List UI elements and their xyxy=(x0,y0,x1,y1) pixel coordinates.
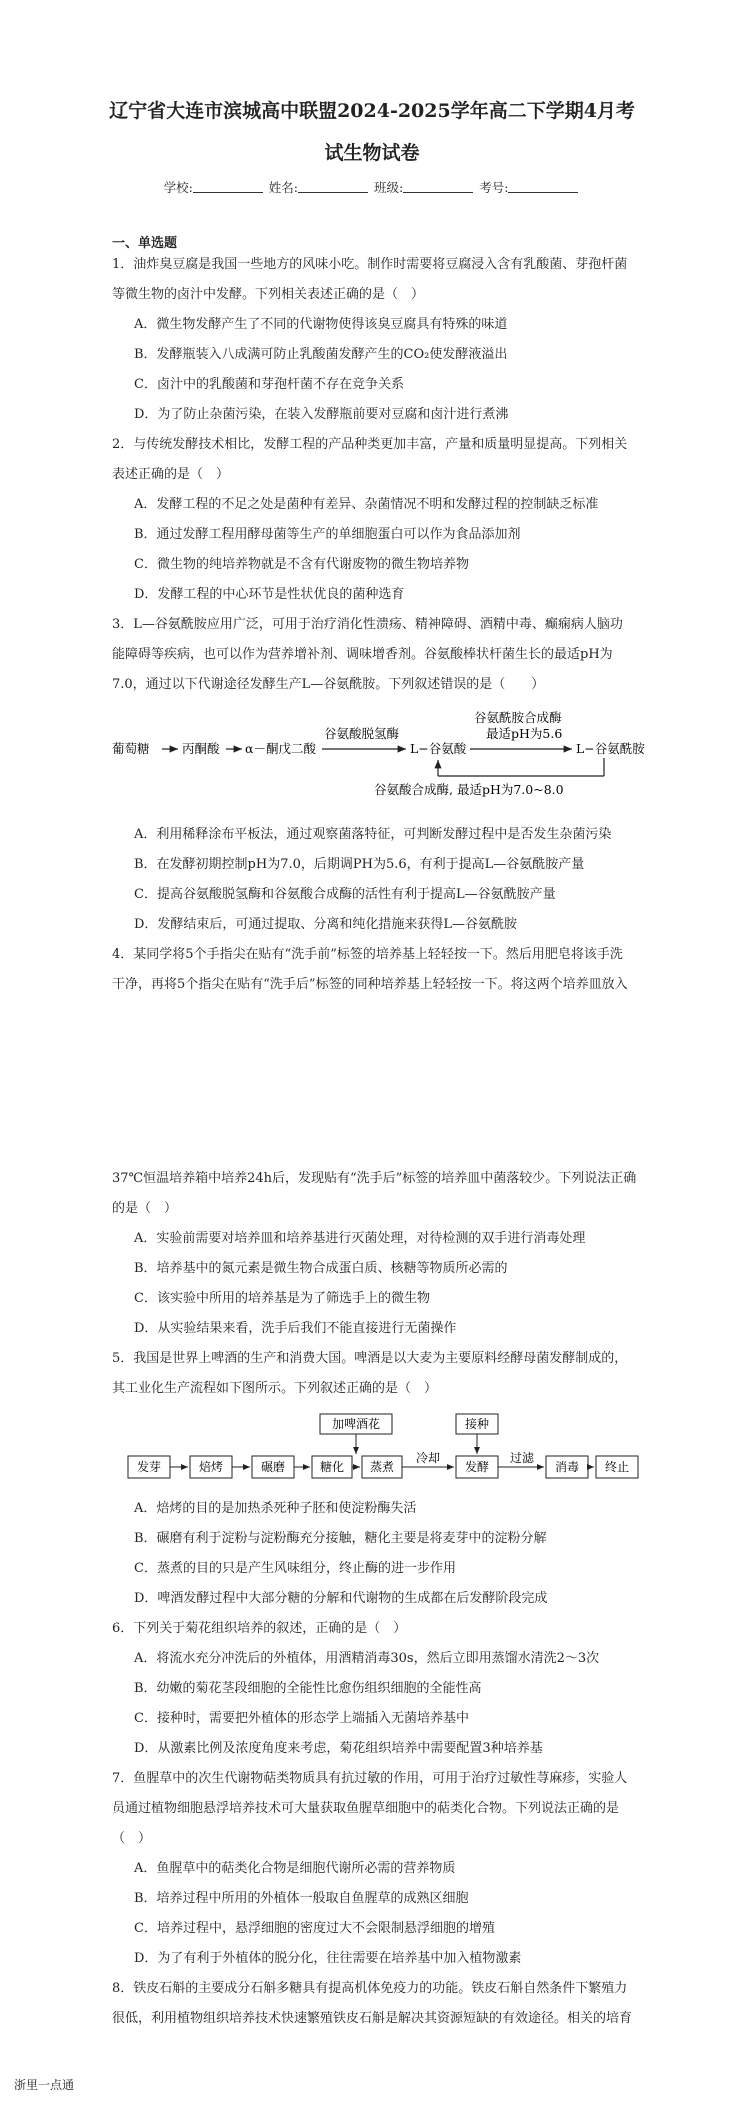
pathway-optimal-ph-5-6: 最适pH为5.6 xyxy=(486,726,563,741)
pathway-pyruvate: 丙酮酸 xyxy=(182,741,220,756)
question-4-line-3: 37℃恒温培养箱中培养24h后，发现贴有“洗手后”标签的培养皿中菌落较少。下列说法正确 xyxy=(112,1171,637,1186)
class-blank xyxy=(403,180,473,193)
question-5-option-c: C．蒸煮的目的只是产生风味组分，终止酶的进一步作用 xyxy=(134,1561,456,1576)
school-blank xyxy=(193,180,263,193)
flow-step-terminate-label: 终止 xyxy=(604,1460,630,1474)
question-4-line-2: 干净，再将5个指尖在贴有“洗手后”标签的同种培养基上轻轻按一下。将这两个培养皿放入 xyxy=(112,977,628,992)
question-8-line-1: 8．铁皮石斛的主要成分石斛多糖具有提高机体免疫力的功能。铁皮石斛自然条件下繁殖力 xyxy=(112,1981,628,1996)
question-4-option-d: D．从实验结果来看，洗手后我们不能直接进行无菌操作 xyxy=(134,1321,457,1336)
flow-hops-label: 加啤酒花 xyxy=(331,1417,381,1431)
flow-cool-label: 冷却 xyxy=(415,1451,441,1465)
question-7-option-d: D．为了有利于外植体的脱分化，往往需要在培养基中加入植物激素 xyxy=(134,1951,522,1966)
question-1-option-b: B．发酵瓶装入八成满可防止乳酸菌发酵产生的CO₂使发酵液溢出 xyxy=(134,347,508,362)
pathway-glucose: 葡萄糖 xyxy=(112,741,150,756)
exam-number-blank xyxy=(508,180,578,193)
flow-step-ferment-label: 发酵 xyxy=(464,1460,490,1474)
question-7-option-a: A．鱼腥草中的萜类化合物是细胞代谢所必需的营养物质 xyxy=(134,1861,456,1876)
question-1-line-1: 1．油炸臭豆腐是我国一些地方的风味小吃。制作时需要将豆腐浸入含有乳酸菌、芽孢杆菌 xyxy=(112,257,628,272)
question-2-line-2: 表述正确的是（ ） xyxy=(112,467,230,482)
question-1-option-d: D．为了防止杂菌污染，在装入发酵瓶前要对豆腐和卤汁进行煮沸 xyxy=(134,407,509,422)
question-1-option-a: A．微生物发酵产生了不同的代谢物使得该臭豆腐具有特殊的味道 xyxy=(134,317,508,332)
question-4-line-1: 4．某同学将5个手指尖在贴有“洗手前”标签的培养基上轻轻按一下。然后用肥皂将该手洗 xyxy=(112,947,623,962)
question-6-option-b: B．幼嫩的菊花茎段细胞的全能性比愈伤组织细胞的全能性高 xyxy=(134,1681,482,1696)
footer-watermark: 浙里一点通 xyxy=(14,2078,75,2092)
name-label: 姓名: xyxy=(268,180,298,195)
question-2-line-1: 2．与传统发酵技术相比，发酵工程的产品种类更加丰富，产量和质量明显提高。下列相关 xyxy=(112,437,628,452)
document-title-line-1: 辽宁省大连市滨城高中联盟2024-2025学年高二下学期4月考 xyxy=(109,100,635,122)
question-5-line-1: 5．我国是世界上啤酒的生产和消费大国。啤酒是以大麦为主要原料经酵母菌发酵制成的， xyxy=(112,1351,628,1366)
flow-step-roast-label: 焙烤 xyxy=(198,1460,224,1474)
question-1-line-2: 等微生物的卤汁中发酵。下列相关表述正确的是（ ） xyxy=(112,287,425,302)
flow-step-grind-label: 碾磨 xyxy=(260,1460,286,1474)
question-7-line-1: 7．鱼腥草中的次生代谢物萜类物质具有抗过敏的作用，可用于治疗过敏性荨麻疹，实验人 xyxy=(112,1771,628,1786)
question-3-line-3: 7.0，通过以下代谢途径发酵生产L—谷氨酰胺。下列叙述错误的是（ ） xyxy=(112,677,545,692)
document-title-line-2: 试生物试卷 xyxy=(324,142,420,164)
exam-number-label: 考号: xyxy=(479,180,509,195)
pathway-enzyme-glutamate-dehydrogenase: 谷氨酸脱氢酶 xyxy=(324,726,400,741)
name-blank xyxy=(298,180,368,193)
question-2-option-d: D．发酵工程的中心环节是性状优良的菌种选育 xyxy=(134,587,405,602)
student-info-row xyxy=(0,178,744,196)
flow-step-disinfect-label: 消毒 xyxy=(554,1460,580,1474)
section-title: 一、单选题 xyxy=(112,236,178,251)
beer-production-flowchart xyxy=(120,1412,640,1482)
question-4-option-b: B．培养基中的氮元素是微生物合成蛋白质、核糖等物质所必需的 xyxy=(134,1261,508,1276)
question-7-line-3: （ ） xyxy=(112,1831,152,1846)
question-4-option-c: C．该实验中所用的培养基是为了筛选手上的微生物 xyxy=(134,1291,430,1306)
question-5-option-d: D．啤酒发酵过程中大部分糖的分解和代谢物的生成都在后发酵阶段完成 xyxy=(134,1591,548,1606)
question-7-option-c: C．培养过程中，悬浮细胞的密度过大不会限制悬浮细胞的增殖 xyxy=(134,1921,495,1936)
pathway-enzyme-glutamate-synthase: 谷氨酸合成酶, 最适pH为7.0~8.0 xyxy=(374,782,564,797)
question-3-option-a: A．利用稀释涂布平板法，通过观察菌落特征，可判断发酵过程中是否发生杂菌污染 xyxy=(134,827,612,842)
question-4-option-a: A．实验前需要对培养皿和培养基进行灭菌处理，对待检测的双手进行消毒处理 xyxy=(134,1231,586,1246)
pathway-l-glutamate: L−谷氨酸 xyxy=(410,741,467,756)
question-6-line-1: 6．下列关于菊花组织培养的叙述，正确的是（ ） xyxy=(112,1621,407,1636)
flow-filter-label: 过滤 xyxy=(509,1451,535,1465)
flow-step-sprout-label: 发芽 xyxy=(136,1460,162,1474)
question-4-line-4: 的是（ ） xyxy=(112,1201,178,1216)
metabolic-pathway-diagram xyxy=(112,708,652,798)
question-7-line-2: 员通过植物细胞悬浮培养技术可大量获取鱼腥草细胞中的萜类化合物。下列说法正确的是 xyxy=(112,1801,620,1816)
question-3-option-b: B．在发酵初期控制pH为7.0，后期调PH为5.6，有利于提高L—谷氨酰胺产量 xyxy=(134,857,585,872)
pathway-alpha-ketoglutarate: α－酮戊二酸 xyxy=(245,741,316,756)
question-2-option-c: C．微生物的纯培养物就是不含有代谢废物的微生物培养物 xyxy=(134,557,469,572)
question-3-line-1: 3．L—谷氨酰胺应用广泛，可用于治疗消化性溃疡、精神障碍、酒精中毒、癫痫病人脑功 xyxy=(112,617,623,632)
question-3-line-2: 能障碍等疾病，也可以作为营养增补剂、调味增香剂。谷氨酸棒状杆菌生长的最适pH为 xyxy=(112,647,613,662)
flow-inoculate-label: 接种 xyxy=(464,1417,490,1431)
question-2-option-b: B．通过发酵工程用酵母菌等生产的单细胞蛋白可以作为食品添加剂 xyxy=(134,527,521,542)
flow-step-boil-label: 蒸煮 xyxy=(369,1460,395,1474)
class-label: 班级: xyxy=(373,180,404,195)
question-5-line-2: 其工业化生产流程如下图所示。下列叙述正确的是（ ） xyxy=(112,1381,438,1396)
question-6-option-a: A．将流水充分冲洗后的外植体，用酒精消毒30s，然后立即用蒸馏水清洗2～3次 xyxy=(134,1651,600,1666)
question-2-option-a: A．发酵工程的不足之处是菌种有差异、杂菌情况不明和发酵过程的控制缺乏标准 xyxy=(134,497,599,512)
question-6-option-d: D．从激素比例及浓度角度来考虑，菊花组织培养中需要配置3种培养基 xyxy=(134,1741,543,1756)
question-8-line-2: 很低，利用植物组织培养技术快速繁殖铁皮石斛是解决其资源短缺的有效途径。相关的培育 xyxy=(112,2011,633,2026)
flow-step-saccharify-label: 糖化 xyxy=(319,1460,345,1474)
question-3-option-d: D．发酵结束后，可通过提取、分离和纯化措施来获得L—谷氨酰胺 xyxy=(134,917,518,932)
school-label: 学校: xyxy=(163,180,193,195)
question-6-option-c: C．接种时，需要把外植体的形态学上端插入无菌培养基中 xyxy=(134,1711,469,1726)
question-1-option-c: C．卤汁中的乳酸菌和芽孢杆菌不存在竞争关系 xyxy=(134,377,404,392)
question-5-option-b: B．碾磨有利于淀粉与淀粉酶充分接触，糖化主要是将麦芽中的淀粉分解 xyxy=(134,1531,547,1546)
pathway-enzyme-glutamine-synthetase: 谷氨酰胺合成酶 xyxy=(474,710,562,725)
question-3-option-c: C．提高谷氨酸脱氢酶和谷氨酸合成酶的活性有利于提高L—谷氨酰胺产量 xyxy=(134,887,556,902)
question-7-option-b: B．培养过程中所用的外植体一般取自鱼腥草的成熟区细胞 xyxy=(134,1891,469,1906)
pathway-l-glutamine: L−谷氨酰胺 xyxy=(576,741,645,756)
question-5-option-a: A．焙烤的目的是加热杀死种子胚和使淀粉酶失活 xyxy=(134,1501,417,1516)
